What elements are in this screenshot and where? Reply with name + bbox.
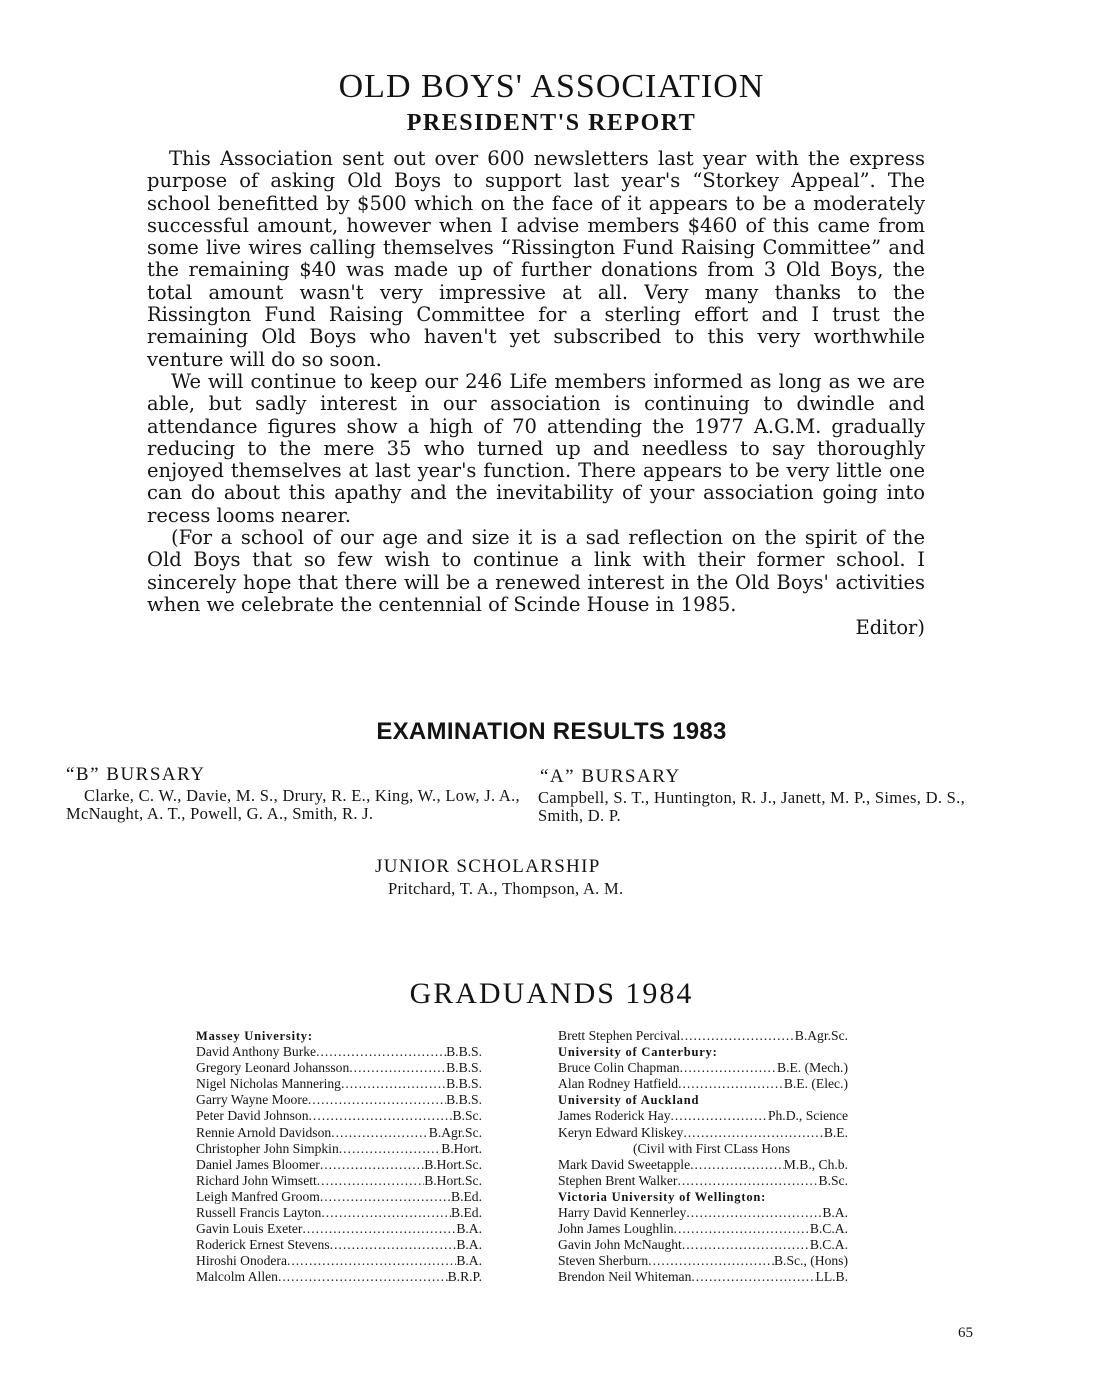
report-paragraph: This Association sent out over 600 newsletters last year with the express purpose of asking Old Boys to support last year's “Storkey Appeal”. The school benefitted by $500 which on the face of it appears to be a moderately successful amount, however when I advise members $460 of this came from some live wires calling themselves “Rissington Fund Raising Committee” and the remaining $40 was made up of further donations from 3 Old Boys, the total amount wasn't very impressive at all. Very many thanks to the Rissington Fund Raising Committee for a sterling effort and I trust the remaining Old Boys who haven't yet subscribed to this very worthwhile venture will do so soon. bbox=[147, 147, 925, 371]
dot-leader bbox=[302, 1221, 456, 1237]
graduand-name: James Roderick Hay bbox=[558, 1108, 671, 1124]
dot-leader bbox=[690, 1157, 784, 1173]
graduand-row bbox=[558, 1173, 848, 1189]
graduand-row bbox=[196, 1189, 482, 1205]
dot-leader bbox=[648, 1253, 774, 1269]
dot-leader bbox=[320, 1189, 451, 1205]
graduand-name: John James Loughlin bbox=[558, 1221, 674, 1237]
graduand-degree: B.A. bbox=[456, 1237, 482, 1253]
graduands-left-column bbox=[196, 1028, 482, 1286]
graduand-degree: B.B.S. bbox=[446, 1076, 482, 1092]
junior-scholarship-names: Pritchard, T. A., Thompson, A. M. bbox=[388, 879, 624, 898]
graduand-degree: B.B.S. bbox=[446, 1092, 482, 1108]
graduand-degree: B.C.A. bbox=[809, 1237, 848, 1253]
graduand-degree: B.Sc., (Hons) bbox=[773, 1253, 848, 1269]
dot-leader bbox=[349, 1060, 446, 1076]
graduand-degree: B.B.S. bbox=[446, 1044, 482, 1060]
page-number: 65 bbox=[958, 1325, 973, 1341]
graduand-name: Peter David Johnson bbox=[196, 1108, 309, 1124]
graduand-degree: B.A. bbox=[456, 1221, 482, 1237]
graduand-row bbox=[196, 1205, 482, 1221]
report-paragraph: (For a school of our age and size it is a sad reflection on the spirit of the Old Boys that so few wish to continue a link with their former school. I sincerely hope that there will be a renewed interest in the Old Boys' activities when we celebrate the centennial of Scinde House in 1985. bbox=[147, 526, 925, 616]
university-heading: Victoria University of Wellington: bbox=[558, 1189, 767, 1204]
dot-leader bbox=[316, 1044, 446, 1060]
graduand-name: Richard John Wimsett bbox=[196, 1172, 317, 1188]
graduand-row bbox=[196, 1141, 482, 1157]
graduand-name: Steven Sherburn bbox=[558, 1253, 649, 1269]
page-title: OLD BOYS' ASSOCIATION bbox=[338, 68, 765, 105]
graduand-name: Bruce Colin Chapman bbox=[558, 1060, 680, 1076]
graduand-degree: M.B., Ch.b. bbox=[783, 1156, 848, 1172]
graduands-heading: GRADUANDS 1984 bbox=[409, 977, 694, 1010]
graduand-name: Gavin John McNaught bbox=[558, 1237, 682, 1253]
graduand-row bbox=[558, 1076, 848, 1092]
graduand-degree: B.Hort.Sc. bbox=[424, 1156, 482, 1172]
graduand-row bbox=[558, 1028, 848, 1044]
president-report bbox=[147, 148, 925, 640]
graduand-row bbox=[558, 1060, 848, 1076]
b-bursary-heading: “B” BURSARY bbox=[66, 764, 206, 785]
graduand-degree: B.C.A. bbox=[809, 1221, 848, 1237]
dot-leader bbox=[677, 1173, 818, 1189]
graduand-name: Roderick Ernest Stevens bbox=[196, 1237, 330, 1253]
graduand-name: Keryn Edward Kliskey bbox=[558, 1124, 684, 1140]
degree-note: (Civil with First CLass Hons bbox=[633, 1140, 791, 1156]
dot-leader bbox=[680, 1028, 794, 1044]
graduand-row bbox=[558, 1205, 848, 1221]
graduand-row bbox=[196, 1157, 482, 1173]
graduand-name: Russell Francis Layton bbox=[196, 1205, 322, 1221]
university-heading: University of Auckland bbox=[558, 1093, 700, 1108]
graduand-name: David Anthony Burke bbox=[196, 1044, 317, 1060]
exam-results-heading: EXAMINATION RESULTS 1983 bbox=[376, 718, 727, 745]
report-signoff: Editor) bbox=[855, 616, 925, 640]
graduand-row bbox=[196, 1044, 482, 1060]
a-bursary-names: Campbell, S. T., Huntington, R. J., Janett, M. P., Simes, D. S., Smith, D. P. bbox=[538, 788, 965, 825]
graduand-degree: B.E. bbox=[823, 1124, 848, 1140]
graduands-right-column bbox=[558, 1028, 848, 1286]
dot-leader bbox=[683, 1125, 823, 1141]
section-subtitle: PRESIDENT'S REPORT bbox=[406, 110, 697, 136]
graduand-name: Brendon Neil Whiteman bbox=[558, 1269, 692, 1285]
dot-leader bbox=[678, 1076, 784, 1092]
graduand-degree: B.Agr.Sc. bbox=[428, 1124, 482, 1140]
graduand-row bbox=[558, 1237, 848, 1253]
graduand-degree: B.R.P. bbox=[447, 1269, 482, 1285]
graduand-row bbox=[558, 1157, 848, 1173]
university-heading: Massey University: bbox=[196, 1029, 313, 1043]
graduand-name: Rennie Arnold Davidson bbox=[196, 1124, 332, 1140]
graduand-row bbox=[196, 1076, 482, 1092]
graduand-row bbox=[558, 1125, 848, 1141]
graduand-row bbox=[196, 1269, 482, 1285]
graduand-name: Stephen Brent Walker bbox=[558, 1172, 678, 1188]
dot-leader bbox=[287, 1253, 456, 1269]
graduand-degree: B.A. bbox=[822, 1205, 848, 1221]
graduand-row bbox=[558, 1108, 848, 1124]
graduand-degree: B.E. (Elec.) bbox=[783, 1076, 848, 1092]
junior-scholarship-heading: JUNIOR SCHOLARSHIP bbox=[375, 856, 601, 877]
dot-leader bbox=[680, 1060, 777, 1076]
graduand-degree: B.Hort. bbox=[441, 1140, 482, 1156]
dot-leader bbox=[320, 1157, 424, 1173]
graduand-name: Gavin Louis Exeter bbox=[196, 1221, 303, 1237]
graduand-name: Nigel Nicholas Mannering bbox=[196, 1076, 341, 1092]
graduand-name: Brett Stephen Percival bbox=[558, 1028, 681, 1043]
graduand-name: Alan Rodney Hatfield bbox=[558, 1076, 679, 1092]
dot-leader bbox=[331, 1125, 429, 1141]
graduand-degree: B.Hort.Sc. bbox=[424, 1172, 482, 1188]
dot-leader bbox=[321, 1205, 451, 1221]
graduand-name: Christopher John Simpkin bbox=[196, 1140, 339, 1156]
graduand-row bbox=[196, 1253, 482, 1269]
graduand-degree: B.A. bbox=[456, 1253, 482, 1269]
graduand-name: Gregory Leonard Johansson bbox=[196, 1060, 350, 1076]
report-paragraph: We will continue to keep our 246 Life members informed as long as we are able, but sadly interest in our association is continuing to dwindle and attendance figures show a high of 70 attending the 1977 A.G.M. gradually reducing to the mere 35 who turned up and needless to say thoroughly enjoyed themselves at last year's function. There appears to be very little one can do about this apathy and the inevitability of your association going into recess looms nearer. bbox=[147, 369, 925, 527]
dot-leader bbox=[671, 1108, 768, 1124]
graduand-degree: LL.B. bbox=[815, 1269, 848, 1285]
graduand-row bbox=[196, 1221, 482, 1237]
graduand-name: Hiroshi Onodera bbox=[196, 1253, 287, 1269]
graduand-degree: B.Sc. bbox=[452, 1108, 482, 1124]
dot-leader bbox=[308, 1092, 446, 1108]
graduand-degree: Ph.D., Science bbox=[767, 1108, 848, 1124]
graduand-row bbox=[196, 1092, 482, 1108]
dot-leader bbox=[691, 1269, 815, 1285]
graduand-name: Garry Wayne Moore bbox=[196, 1092, 308, 1108]
dot-leader bbox=[674, 1221, 810, 1237]
graduand-name: Harry David Kennerley bbox=[558, 1205, 687, 1221]
dot-leader bbox=[682, 1237, 810, 1253]
graduand-degree: B.Sc. bbox=[818, 1172, 848, 1188]
graduand-name: Daniel James Bloomer bbox=[196, 1156, 320, 1172]
dot-leader bbox=[317, 1173, 424, 1189]
graduand-row bbox=[196, 1060, 482, 1076]
graduand-name: Leigh Manfred Groom bbox=[196, 1188, 320, 1204]
dot-leader bbox=[341, 1076, 446, 1092]
graduand-degree: B.Ed. bbox=[451, 1205, 482, 1221]
graduand-degree: B.B.S. bbox=[446, 1060, 482, 1076]
graduand-degree: B.Agr.Sc. bbox=[794, 1028, 848, 1043]
graduand-degree: B.Ed. bbox=[451, 1188, 482, 1204]
dot-leader bbox=[339, 1141, 441, 1157]
university-heading: University of Canterbury: bbox=[558, 1045, 718, 1060]
graduand-row bbox=[196, 1237, 482, 1253]
graduand-row bbox=[558, 1269, 848, 1285]
dot-leader bbox=[330, 1237, 457, 1253]
graduand-name: Mark David Sweetapple bbox=[558, 1156, 691, 1172]
graduand-row bbox=[558, 1253, 848, 1269]
a-bursary-heading: “A” BURSARY bbox=[540, 766, 681, 787]
dot-leader bbox=[278, 1269, 448, 1285]
graduand-row bbox=[196, 1108, 482, 1124]
graduand-row bbox=[558, 1221, 848, 1237]
graduand-name: Malcolm Allen bbox=[196, 1269, 278, 1285]
dot-leader bbox=[309, 1108, 453, 1124]
graduand-row bbox=[196, 1125, 482, 1141]
graduand-degree: B.E. (Mech.) bbox=[777, 1060, 848, 1076]
graduand-row bbox=[196, 1173, 482, 1189]
b-bursary-names: Clarke, C. W., Davie, M. S., Drury, R. E., King, W., Low, J. A., McNaught, A. T., Powell, G. A., Smith, R. J. bbox=[66, 786, 520, 823]
dot-leader bbox=[686, 1205, 822, 1221]
